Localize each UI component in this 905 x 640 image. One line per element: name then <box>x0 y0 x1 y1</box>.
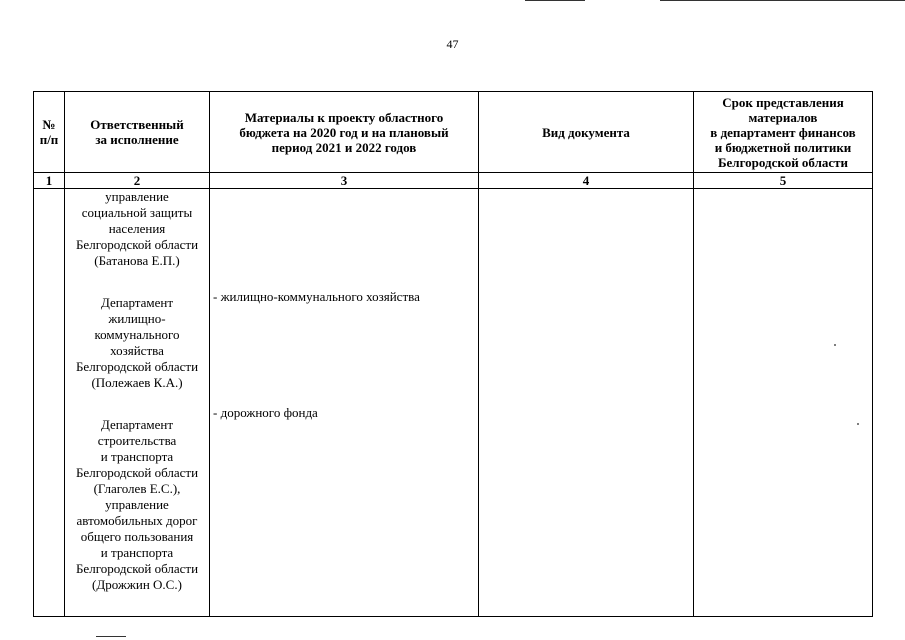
cell-responsible <box>65 189 210 617</box>
top-scan-line-right <box>660 0 905 1</box>
column-number-row <box>34 173 873 189</box>
column-number: 5 <box>694 173 873 189</box>
table-header-row <box>34 92 873 173</box>
cell-number <box>34 189 65 617</box>
material-item: - дорожного фонда <box>213 405 318 420</box>
column-number: 3 <box>210 173 479 189</box>
column-number: 2 <box>65 173 210 189</box>
responsible-block-social: управление социальной защиты населения Белгородской области (Батанова Е.П.) <box>75 189 199 268</box>
budget-materials-table <box>33 91 873 617</box>
cell-materials <box>210 189 479 617</box>
cell-deadline <box>694 189 873 617</box>
table-row <box>34 189 873 617</box>
responsible-block-construction: Департамент строительства и транспорта Белгородской области (Глаголев Е.С.), управление автомобильных дорог общего пользования и транспорта Белгородской области (Дрожжин О.С.) <box>75 417 199 592</box>
column-number: 1 <box>34 173 65 189</box>
cell-document-type <box>479 189 694 617</box>
responsible-block-housing: Департамент жилищно- коммунального хозяйства Белгородской области (Полежаев К.А.) <box>75 295 199 390</box>
bottom-scan-line <box>96 636 126 637</box>
scan-speck <box>834 344 836 346</box>
header-number: № п/п <box>34 92 65 173</box>
page-number: 47 <box>446 37 459 51</box>
top-scan-line <box>525 0 585 1</box>
header-deadline: Срок представления материалов в департамент финансов и бюджетной политики Белгородской области <box>694 92 873 173</box>
header-materials: Материалы к проекту областного бюджета на 2020 год и на плановый период 2021 и 2022 годов <box>210 92 479 173</box>
header-document-type: Вид документа <box>479 92 694 173</box>
scan-speck <box>857 423 859 425</box>
material-item: - жилищно-коммунального хозяйства <box>213 289 420 304</box>
column-number: 4 <box>479 173 694 189</box>
header-responsible: Ответственный за исполнение <box>65 92 210 173</box>
